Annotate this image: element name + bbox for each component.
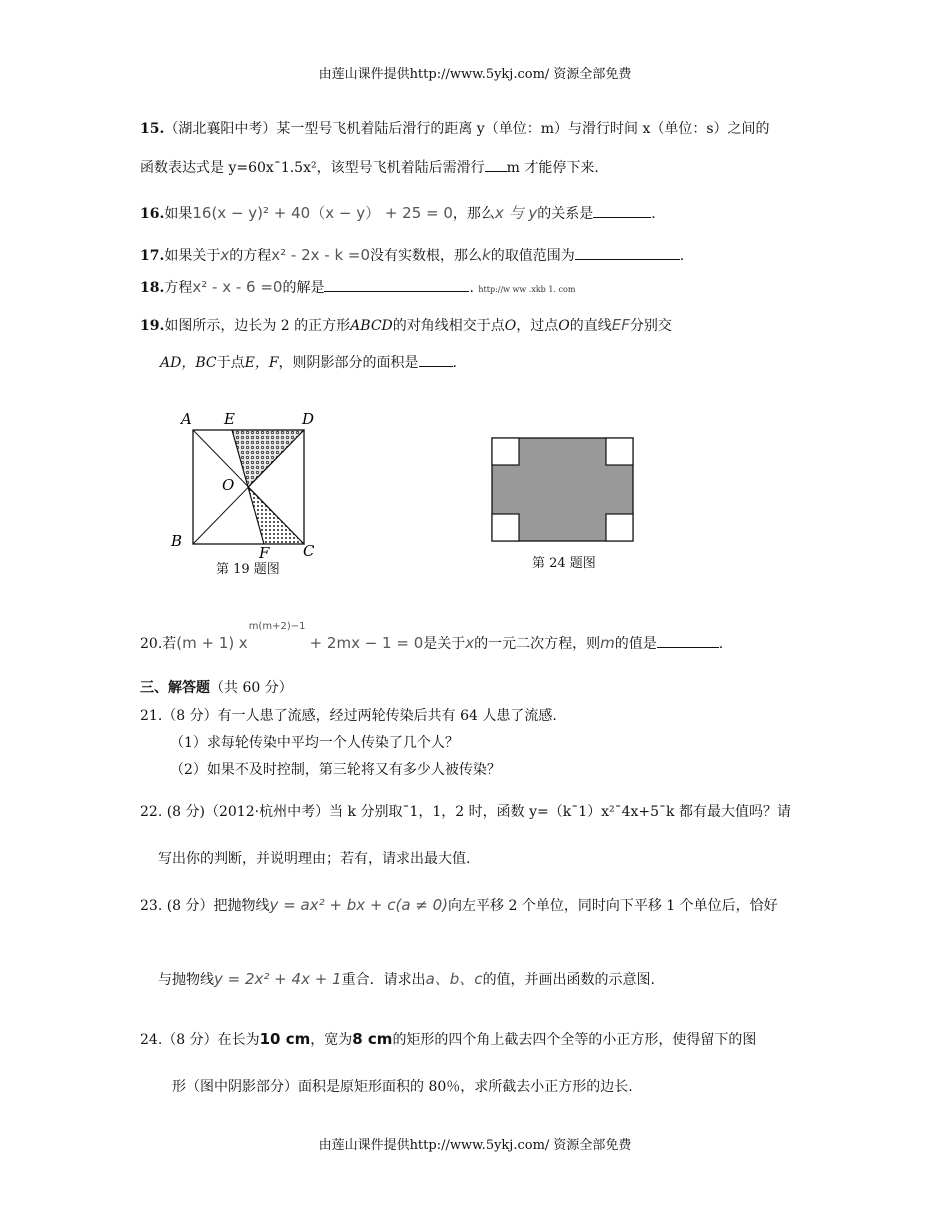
label-f: F (259, 544, 270, 562)
question-19-line2: AD，BC于点E，F，则阴影部分的面积是 . (160, 352, 457, 372)
answer-blank (419, 352, 453, 367)
question-22-line2: 写出你的判断，并说明理由；若有，请求出最大值. (158, 851, 471, 867)
question-15-line2: 函数表达式是 y=60x¯1.5x²，该型号飞机着陆后需滑行 m 才能停下来. (140, 157, 599, 177)
figure-24-caption: 第 24 题图 (532, 556, 596, 571)
question-24-line2: 形（图中阴影部分）面积是原矩形面积的 80％，求所截去小正方形的边长. (172, 1079, 633, 1095)
label-b: B (171, 532, 183, 550)
page-header: 由莲山课件提供http://www.5ykj.com/ 资源全部免费 (318, 67, 632, 82)
label-a: A (181, 410, 192, 428)
answer-blank (575, 245, 680, 260)
question-24-line1: 24.（8 分）在长为10 cm，宽为8 cm的矩形的四个角上截去四个全等的小正方形，使得留下的图 (140, 1030, 757, 1048)
figure-19-square-diagram (160, 400, 340, 585)
question-21-stem: 21.（8 分）有一人患了流感，经过两轮传染后共有 64 人患了流感. (140, 708, 557, 724)
label-o: O (222, 476, 235, 494)
answer-blank (657, 633, 719, 648)
question-18: 18.方程x² - x - 6 =0的解是 . http://w ww .xkb 1. com (140, 278, 576, 296)
question-17: 17.如果关于x的方程x² - 2x - k =0没有实数根，那么k的取值范围为 . (140, 246, 685, 264)
question-21-part2: （2）如果不及时控制，第三轮将又有多少人被传染？ (170, 762, 501, 778)
question-20: 20.若(m + 1) x m(m+2)−1 + 2mx − 1 = 0是关于x的一元二次方程，则m的值是 . (140, 621, 724, 652)
question-16: 16.如果16(x − y)² + 40（x − y） + 25 = 0，那么x 与 y的关系是 . (140, 204, 656, 222)
question-23-line2: 与抛物线y = 2x² + 4x + 1重合．请求出a、b、c的值，并画出函数的示意图. (158, 970, 656, 988)
equation-image: 16(x − y)² + 40（x − y） + 25 = 0 (192, 204, 453, 222)
question-23-line1: 23. (8 分）把抛物线y = ax² + bx + c(a ≠ 0)向左平移 2 个单位，同时向下平移 1 个单位后，恰好 (140, 896, 778, 914)
shaded-triangle-top (232, 430, 304, 487)
question-22-line1: 22. (8 分)（2012·杭州中考）当 k 分别取¯1，1，2 时，函数 y=（k¯1）x²¯4x+5¯k 都有最大值吗？请 (140, 804, 791, 820)
question-15-line1: 15.（湖北襄阳中考）某一型号飞机着陆后滑行的距离 y（单位：m）与滑行时间 x（单位：s）之间的 (140, 121, 770, 137)
answer-blank (324, 277, 469, 292)
page-footer: 由莲山课件提供http://www.5ykj.com/ 资源全部免费 (318, 1138, 632, 1153)
figure-24-rectangle-diagram (490, 436, 635, 543)
watermark-text: http://w ww .xkb 1. com (478, 285, 576, 294)
answer-blank (593, 203, 651, 218)
cut-square-bottom-right (606, 514, 633, 541)
label-c: C (303, 542, 315, 560)
cut-square-top-right (606, 438, 633, 465)
question-number: 15. (140, 121, 165, 137)
cut-square-bottom-left (492, 514, 519, 541)
cut-square-top-left (492, 438, 519, 465)
label-e: E (224, 410, 235, 428)
label-d: D (302, 410, 315, 428)
question-19-line1: 19.如图所示，边长为 2 的正方形ABCD的对角线相交于点O，过点O的直线EF分别交 (140, 316, 672, 334)
question-21-part1: （1）求每轮传染中平均一个人传染了几个人？ (170, 735, 459, 751)
section-3-heading: 三、解答题（共 60 分） (140, 680, 293, 696)
answer-blank (485, 157, 507, 172)
figure-19-caption: 第 19 题图 (216, 562, 280, 577)
